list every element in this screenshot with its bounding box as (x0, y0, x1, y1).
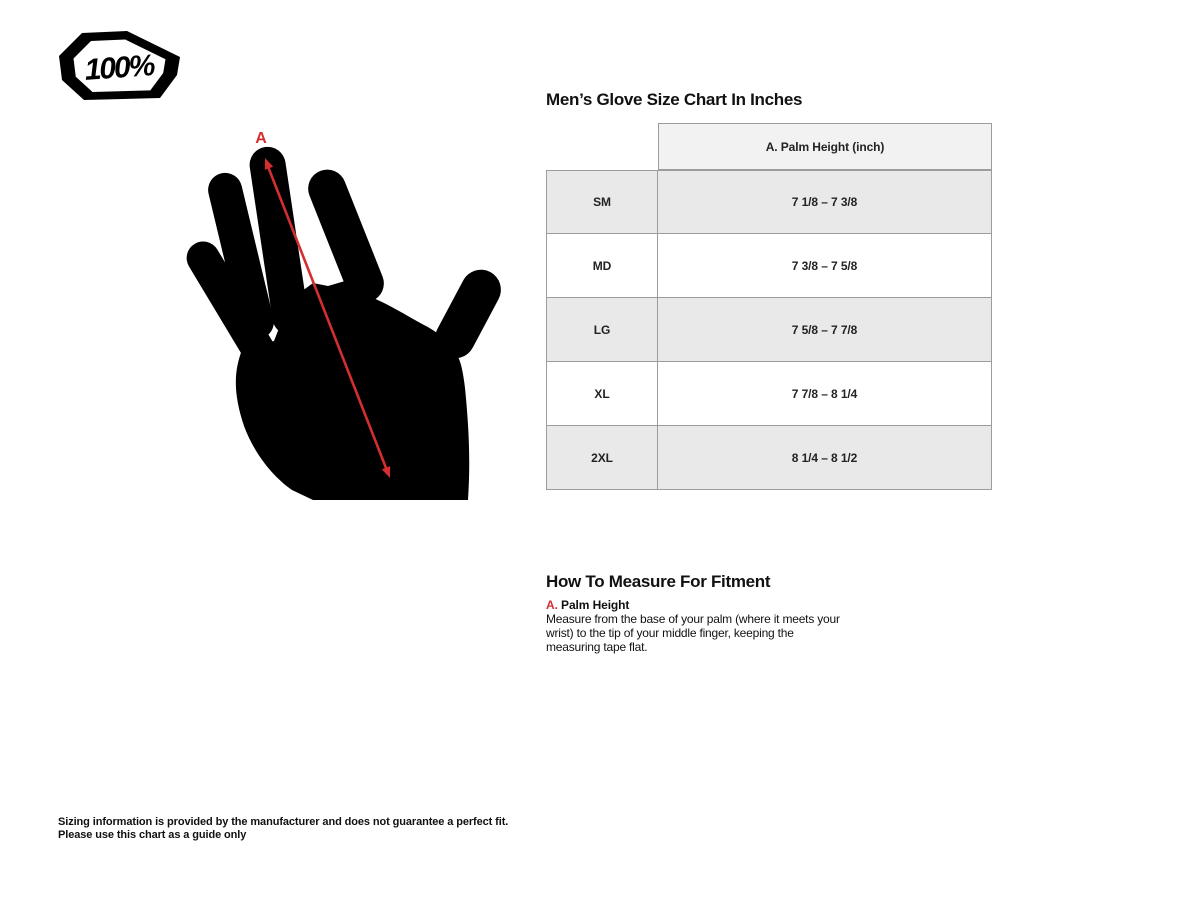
size-cell-lg: LG (546, 298, 658, 362)
measure-item-letter: A. (546, 598, 558, 612)
range-cell-2xl: 8 1/4 – 8 1/2 (658, 426, 992, 490)
logo-text: 100% (83, 49, 155, 87)
size-cell-xl: XL (546, 362, 658, 426)
size-cell-sm: SM (546, 170, 658, 234)
measure-item-description: Measure from the base of your palm (where it meets your wrist) to the tip of your middle finger, keeping the measuring tape flat. (546, 612, 840, 654)
thumb (428, 263, 508, 366)
range-cell-sm: 7 1/8 – 7 3/8 (658, 170, 992, 234)
range-cell-md: 7 3/8 – 7 5/8 (658, 234, 992, 298)
measure-item-label (546, 598, 866, 612)
size-cell-2xl: 2XL (546, 426, 658, 490)
range-cell-lg: 7 5/8 – 7 7/8 (658, 298, 992, 362)
measurement-label-a: A (255, 130, 267, 147)
disclaimer-line-2: Please use this chart as a guide only (58, 828, 247, 841)
how-to-measure-title: How To Measure For Fitment (546, 572, 771, 591)
hand-silhouette-figure (172, 138, 512, 504)
range-cell-xl: 7 7/8 – 8 1/4 (658, 362, 992, 426)
size-chart-title: Men’s Glove Size Chart In Inches (546, 90, 803, 109)
brand-logo-badge (58, 30, 182, 102)
table-column-header: A. Palm Height (inch) (658, 123, 992, 170)
size-chart-table (546, 123, 992, 490)
disclaimer (58, 816, 518, 841)
hand-silhouette (181, 144, 508, 500)
table-corner-cell (546, 123, 658, 170)
measure-item-name: Palm Height (561, 598, 630, 612)
size-cell-md: MD (546, 234, 658, 298)
disclaimer-line-1: Sizing information is provided by the manufacturer and does not guarantee a perfect fit. (58, 816, 509, 828)
